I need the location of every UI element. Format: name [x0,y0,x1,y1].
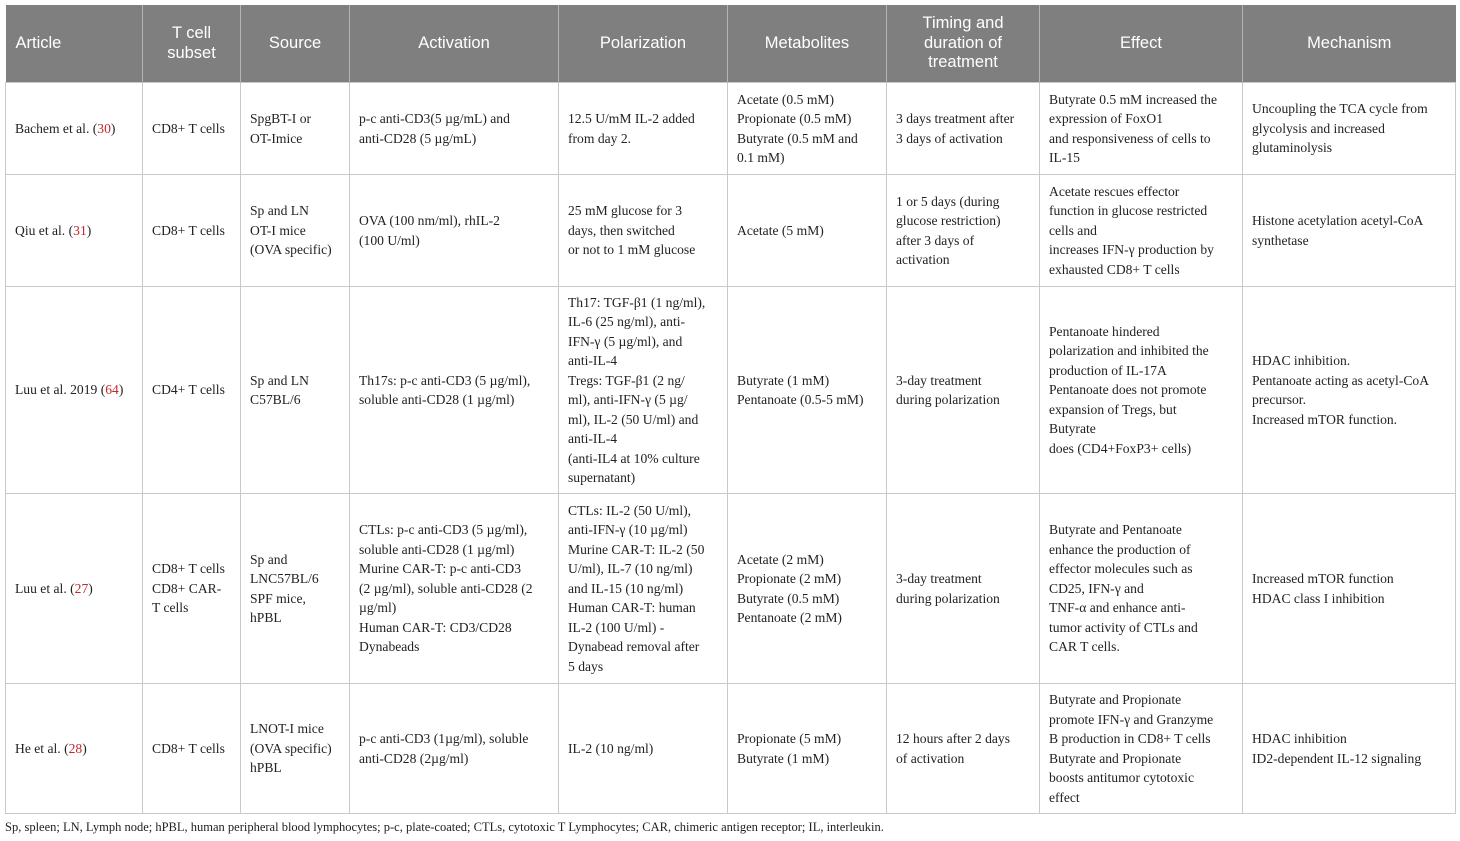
cell-timing: 1 or 5 days (during glucose restriction) after 3 days of activation [887,175,1040,287]
cell-activation: OVA (100 nm/ml), rhIL-2 (100 U/ml) [350,175,559,287]
header-timing: Timing and duration of treatment [887,5,1040,83]
cell-article: Luu et al. (27) [6,494,143,684]
header-metabolites: Metabolites [728,5,887,83]
cell-polarization: Th17: TGF-β1 (1 ng/ml), IL-6 (25 ng/ml), anti- IFN-γ (5 µg/ml), and anti-IL-4 Tregs: TGF-β1 (2 ng/ ml), anti-IFN-γ (5 µg/ ml), IL-2 (50 U/ml) and anti-IL-4 (anti-IL4 at 10% culture supernatant) [559,287,728,494]
cell-timing: 3-day treatment during polarization [887,287,1040,494]
table-row [6,83,1456,175]
cell-polarization: 12.5 U/mM IL-2 added from day 2. [559,83,728,175]
cell-mechanism: Histone acetylation acetyl-CoA synthetase [1243,175,1456,287]
cell-mechanism: HDAC inhibition ID2-dependent IL-12 signaling [1243,684,1456,814]
cell-subset: CD8+ T cells [143,83,241,175]
cell-metabolites: Acetate (2 mM) Propionate (2 mM) Butyrate (0.5 mM) Pentanoate (2 mM) [728,494,887,684]
cell-source: LNOT-I mice (OVA specific) hPBL [241,684,350,814]
cell-subset: CD8+ T cells CD8+ CAR- T cells [143,494,241,684]
article-text: He et al. ( [15,740,69,756]
cell-timing: 3 days treatment after 3 days of activation [887,83,1040,175]
table-row [6,287,1456,494]
header-effect: Effect [1040,5,1243,83]
cell-subset: CD4+ T cells [143,287,241,494]
cell-activation: Th17s: p-c anti-CD3 (5 µg/ml), soluble anti-CD28 (1 µg/ml) [350,287,559,494]
article-text: Luu et al. ( [15,580,75,596]
cell-timing: 3-day treatment during polarization [887,494,1040,684]
cell-source: SpgBT-I or OT-Imice [241,83,350,175]
cell-polarization: 25 mM glucose for 3 days, then switched or not to 1 mM glucose [559,175,728,287]
cell-metabolites: Butyrate (1 mM) Pentanoate (0.5-5 mM) [728,287,887,494]
cell-metabolites: Acetate (0.5 mM) Propionate (0.5 mM) Butyrate (0.5 mM and 0.1 mM) [728,83,887,175]
cell-source: Sp and LN C57BL/6 [241,287,350,494]
article-text: Qiu et al. ( [15,222,74,238]
reference-link[interactable]: 27 [74,580,89,596]
cell-subset: CD8+ T cells [143,684,241,814]
header-activation: Activation [350,5,559,83]
article-text: Luu et al. 2019 ( [15,382,106,398]
cell-effect: Pentanoate hindered polarization and inhibited the production of IL-17A Pentanoate does not promote expansion of Tregs, but Butyrate does (CD4+FoxP3+ cells) [1040,287,1243,494]
article-text: Bachem et al. ( [15,120,98,136]
reference-link[interactable]: 31 [73,222,87,238]
cell-source: Sp and LN OT-I mice (OVA specific) [241,175,350,287]
table-row [6,175,1456,287]
header-t-cell-subset: T cell subset [143,5,241,83]
cell-activation: CTLs: p-c anti-CD3 (5 µg/ml), soluble anti-CD28 (1 µg/ml) Murine CAR-T: p-c anti-CD3 (2 µg/ml), soluble anti-CD28 (2 µg/ml) Human CAR-T: CD3/CD28 Dynabeads [350,494,559,684]
cell-effect: Butyrate 0.5 mM increased the expression of FoxO1 and responsiveness of cells to IL-15 [1040,83,1243,175]
cell-polarization: CTLs: IL-2 (50 U/ml), anti-IFN-γ (10 µg/ml) Murine CAR-T: IL-2 (50 U/ml), IL-7 (10 ng/ml) and IL-15 (10 ng/ml) Human CAR-T: human IL-2 (100 U/ml) - Dynabead removal after 5 days [559,494,728,684]
cell-activation: p-c anti-CD3(5 µg/mL) and anti-CD28 (5 µg/mL) [350,83,559,175]
cell-article: Bachem et al. (30) [6,83,143,175]
cell-metabolites: Propionate (5 mM) Butyrate (1 mM) [728,684,887,814]
cell-activation: p-c anti-CD3 (1µg/ml), soluble anti-CD28 (2µg/ml) [350,684,559,814]
cell-metabolites: Acetate (5 mM) [728,175,887,287]
cell-effect: Acetate rescues effector function in glucose restricted cells and increases IFN-γ production by exhausted CD8+ T cells [1040,175,1243,287]
cell-article: Qiu et al. (31) [6,175,143,287]
cell-polarization: IL-2 (10 ng/ml) [559,684,728,814]
table-row [6,494,1456,684]
cell-article: Luu et al. 2019 (64) [6,287,143,494]
cell-effect: Butyrate and Propionate promote IFN-γ and Granzyme B production in CD8+ T cells Butyrate and Propionate boosts antitumor cytotoxic effect [1040,684,1243,814]
cell-mechanism: Increased mTOR function HDAC class I inhibition [1243,494,1456,684]
table-footnote: Sp, spleen; LN, Lymph node; hPBL, human peripheral blood lymphocytes; p-c, plate-coated; CTLs, cytotoxic T Lymphocytes; CAR, chimeric antigen receptor; IL, interleukin. [5,820,884,834]
cell-mechanism: Uncoupling the TCA cycle from glycolysis and increased glutaminolysis [1243,83,1456,175]
data-table [5,5,1456,814]
cell-timing: 12 hours after 2 days of activation [887,684,1040,814]
reference-link[interactable]: 64 [105,382,119,398]
cell-article: He et al. (28) [6,684,143,814]
reference-link[interactable]: 28 [68,740,83,756]
header-source: Source [241,5,350,83]
header-row [6,5,1456,83]
header-mechanism: Mechanism [1243,5,1456,83]
cell-source: Sp and LNC57BL/6 SPF mice, hPBL [241,494,350,684]
reference-link[interactable]: 30 [97,120,111,136]
cell-mechanism: HDAC inhibition. Pentanoate acting as acetyl-CoA precursor. Increased mTOR function. [1243,287,1456,494]
cell-effect: Butyrate and Pentanoate enhance the production of effector molecules such as CD25, IFN-γ and TNF-α and enhance anti- tumor activity of CTLs and CAR T cells. [1040,494,1243,684]
cell-subset: CD8+ T cells [143,175,241,287]
header-polarization: Polarization [559,5,728,83]
header-article: Article [6,5,143,83]
table-row [6,684,1456,814]
